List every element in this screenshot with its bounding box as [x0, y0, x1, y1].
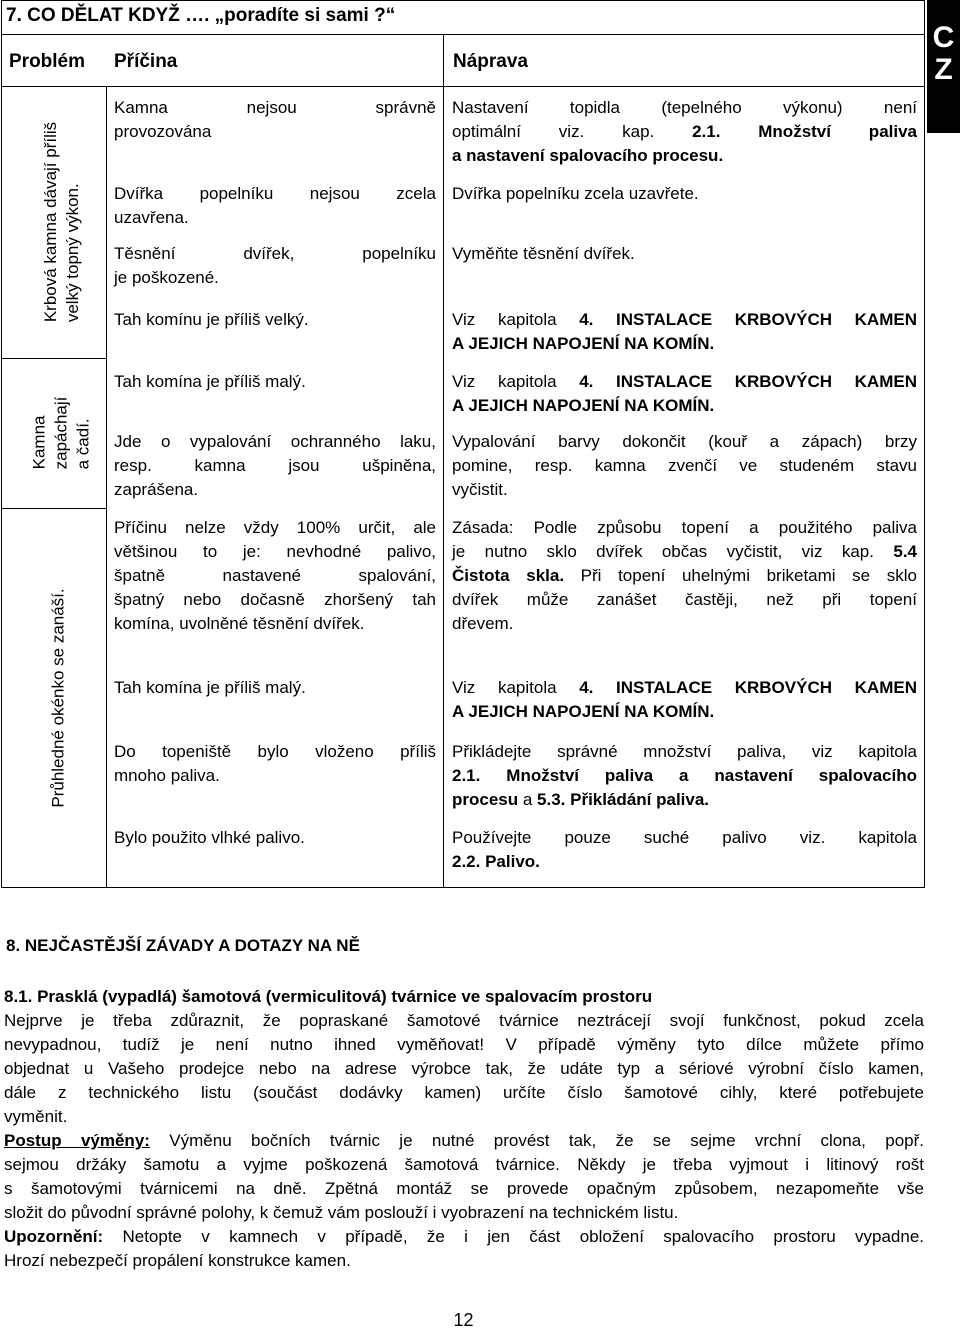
problem-smell-smoke: Kamna zapáchají a čadí. — [29, 396, 92, 470]
paragraph-warning: Upozornění: Netopte v kamnech v případě, že i jen část obložení spalovacího prostoru vypadne. Hrozí nebezpečí propálení konstrukce kamen. — [4, 1227, 924, 1270]
paragraph-procedure: Postup výměny: Výměnu bočních tvárnic je nutné provést tak, že se sejme vrchní clona, popř. sejmou držáky šamotu a vyjme poškozená šamotová tvárnice. Někdy je třeba vyjmout i litinový rošt s šamotovými tvárnicemi na dně. Zpětná montáž se provede opačným způsobem, nezapomeňte vše složit do původní správné polohy, k čemuž vám poslouží i vyobrazení na technickém listu. — [4, 1131, 924, 1222]
cause-text: Tah komína je příliš malý. — [114, 678, 306, 697]
remedy-text: Vypalování barvy dokončit (kouř a zápach) brzy pomine, resp. kamna zvenčí ve studeném stavu vyčistit. — [452, 432, 917, 499]
cause-text: Těsnění dvířek, popelníku je poškozené. — [114, 244, 436, 287]
remedy-text: Přikládejte správné množství paliva, viz kapitola 2.1. Množství paliva a nastavení spalovacího procesu a 5.3. Přikládání paliva. — [452, 742, 918, 809]
lang-letter-z: Z — [934, 53, 953, 86]
cause-text: Dvířka popelníku nejsou zcela uzavřena. — [114, 184, 436, 227]
remedy-text: Viz kapitola 4. INSTALACE KRBOVÝCH KAMEN A JEJICH NAPOJENÍ NA KOMÍN. — [452, 310, 917, 353]
remedy-text: Nastavení topidla (tepelného výkonu) není optimální viz. kap. 2.1. Množství paliva a nastavení spalovacího procesu. — [452, 98, 918, 165]
language-tab — [927, 0, 960, 133]
column-header-remedy: Náprava — [453, 51, 528, 72]
remedy-text: Viz kapitola 4. INSTALACE KRBOVÝCH KAMEN A JEJICH NAPOJENÍ NA KOMÍN. — [452, 678, 917, 721]
cause-text: Příčinu nelze vždy 100% určit, ale většinou to je: nevhodné palivo, špatně nastavené spalování, špatný nebo dočasně zhoršený tah komína, uvolněné těsnění dvířek. — [114, 518, 436, 633]
section-8-title: 8. NEJČASTĚJŠÍ ZÁVADY A DOTAZY NA NĚ — [6, 936, 360, 955]
cause-text: Tah komínu je příliš velký. — [114, 310, 309, 329]
column-header-problem: Problém — [9, 51, 86, 72]
remedy-text: Zásada: Podle způsobu topení a použitého paliva je nutno sklo dvířek občas vyčistit, viz kap. 5.4 Čistota skla. Při topení uhelnými briketami se sklo dvířek může zanášet častěji, než při topení dřevem. — [452, 518, 917, 633]
warning-label: Upozornění: — [4, 1227, 104, 1246]
cause-text: Kamna nejsou správně provozována — [114, 98, 436, 141]
remedy-text: Viz kapitola 4. INSTALACE KRBOVÝCH KAMEN A JEJICH NAPOJENÍ NA KOMÍN. — [452, 372, 917, 415]
remedy-text: Vyměňte těsnění dvířek. — [452, 244, 635, 263]
cause-text: Do topeniště bylo vloženo příliš mnoho paliva. — [114, 742, 436, 785]
table-divider — [1, 34, 925, 35]
column-divider — [443, 34, 444, 888]
table-divider — [1, 86, 925, 87]
problem-glass-soiling: Průhledné okénko se zanáší. — [49, 588, 69, 808]
section-8-1-title: 8.1. Prasklá (vypadlá) šamotová (vermiculitová) tvárnice ve spalovacím prostoru — [4, 987, 653, 1006]
problem-excess-output: Krbová kamna dávají příliš velký topný výkon. — [41, 121, 83, 323]
column-divider — [106, 86, 107, 888]
cause-text: Tah komína je příliš malý. — [114, 372, 306, 391]
remedy-text: Dvířka popelníku zcela uzavřete. — [452, 184, 699, 203]
column-header-cause: Příčina — [114, 51, 178, 72]
remedy-text: Používejte pouze suché palivo viz. kapitola 2.2. Palivo. — [452, 828, 917, 871]
paragraph-intro: Nejprve je třeba zdůraznit, že popraskané šamotové tvárnice neztrácejí svojí funkčnost, pokud zcela nevypadnou, tudíž je není nutno ihned vyměňovat! V případě výměny tyto dílce můžete přímo objednat u Vašeho prodejce nebo na adrese výrobce tak, že udáte typ a sériové výrobní číslo kamen, dále z technického listu (součást dodávky kamen) určíte číslo šamotové cihly, které potřebujete vyměnit. — [4, 1011, 924, 1126]
cause-text: Bylo použito vlhké palivo. — [114, 828, 305, 847]
cause-text: Jde o vypalování ochranného laku, resp. kamna jsou ušpiněna, zaprášena. — [114, 432, 436, 499]
procedure-label: Postup výměny: — [4, 1131, 150, 1150]
lang-letter-c: C — [932, 21, 955, 54]
section-7-title: 7. CO DĚLAT KDYŽ …. „poradíte si sami ?“ — [6, 5, 396, 26]
page-number: 12 — [453, 1310, 474, 1330]
